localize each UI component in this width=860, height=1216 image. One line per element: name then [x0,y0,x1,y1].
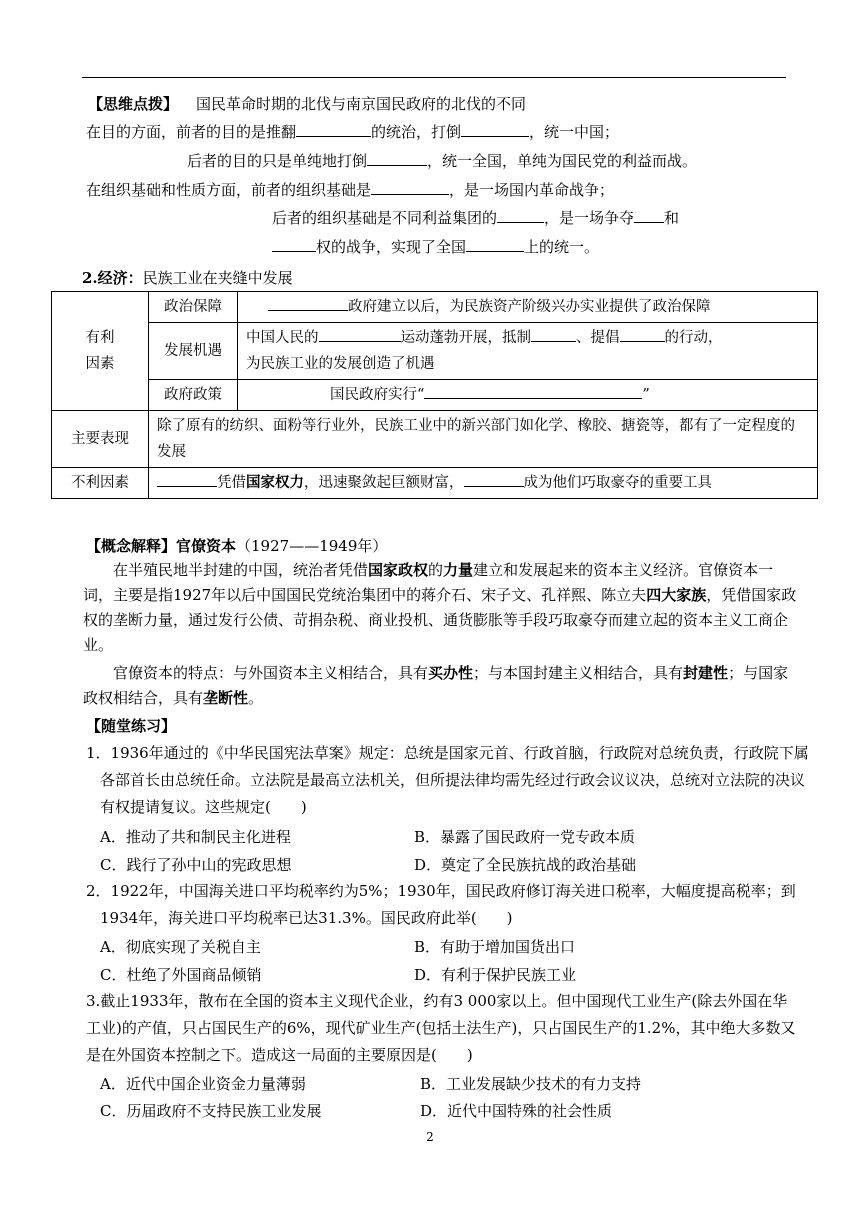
option-a[interactable]: A．推动了共和制民主化进程 [100,828,291,846]
concept-paragraph-1: 在半殖民地半封建的中国，统治者凭借国家政权的力量建立和发展起来的资本主义经济。官僚资本一词，主要是指1927年以后中国国民党统治集团中的蒋介石、宋子文、孔祥熙、陈立夫四大家族，凭借国家政权的垄断力量，通过发行公债、苛捐杂税、商业投机、通货膨胀等手段巧取豪夺而建立起的资本主义工商企业。 [83,561,797,654]
row-head: 发展机遇 [149,323,238,380]
option-b[interactable]: B．暴露了国民政府一党专政本质 [414,828,636,846]
table-row [52,411,818,468]
question-3: 3.截止1933年，散布在全国的资本主义现代企业，约有3 000家以上。但中国现代工业生产(除去外国在华工业)的产值，只占国民生产的6%，现代矿业生产(包括土法生产)，只占国民生产的1.2%，其中绝大多数又是在外国资本控制之下。造成这一局面的主要原因是( ) [86,992,796,1064]
row-text: 除了原有的纺织、面粉等行业外，民族工业中的新兴部门如化学、橡胶、搪瓷等，都有了一定程度的发展 [149,411,818,468]
tip-heading: 国民革命时期的北伐与南京国民政府的北伐的不同 [196,95,527,113]
blank[interactable] [466,237,524,252]
option-d[interactable]: D．奠定了全民族抗战的政治基础 [414,856,637,874]
option-a[interactable]: A．近代中国企业资金力量薄弱 [100,1075,306,1093]
practice-heading: 【随堂练习】 [86,717,177,735]
row-head: 不利因素 [52,468,149,499]
economy-heading: 2.经济：民族工业在夹缝中发展 [82,269,293,287]
question-2: 2．1922年，中国海关进口平均税率约为5%；1930年，国民政府修订海关进口税率，大幅度提高税率；到1934年，海关进口平均税率已达31.3%。国民政府此举( ) [86,882,796,927]
tip-line-4: 后者的组织基础是不同利益集团的 ，是一场争夺 和 [272,209,680,227]
option-c[interactable]: C．杜绝了外国商品倾销 [100,966,262,984]
page-number: 2 [426,1130,434,1144]
table-row [52,292,818,323]
row-head: 主要表现 [52,411,149,468]
blank[interactable] [464,472,524,487]
blank[interactable] [319,327,401,342]
row-head: 政治保障 [149,292,238,323]
tip-line-2: 后者的目的只是单纯地打倒 ，统一全国，单纯为国民党的利益而战。 [187,152,698,170]
option-c[interactable]: C．历届政府不支持民族工业发展 [100,1102,322,1120]
blank[interactable] [268,296,348,311]
option-c[interactable]: C．践行了孙中山的宪政思想 [100,856,292,874]
blank[interactable] [367,151,427,166]
economy-table [51,291,818,499]
tip-line-5: 权的战争，实现了全国 上的统一。 [272,237,599,257]
option-d[interactable]: D．近代中国特殊的社会性质 [420,1102,613,1120]
tip-line-3: 在组织基础和性质方面，前者的组织基础是 ，是一场国内革命战争； [86,181,615,199]
blank[interactable] [157,472,217,487]
row-text: 中国人民的 运动蓬勃开展，抵制 、提倡 的行动， 为民族工业的发展创造了机遇 [238,323,818,380]
tip-line-1: 在目的方面，前者的目的是推翻 的统治，打倒 ，统一中国； [86,123,620,141]
header-rule [82,77,786,78]
table-row [52,323,818,380]
concept-paragraph-2: 官僚资本的特点：与外国资本主义相结合，具有买办性；与本国封建主义相结合，具有封建性；与国家政权相结合，具有垄断性。 [83,664,789,707]
tip-tag: 【思维点拨】 [88,95,179,113]
blank[interactable] [272,237,316,252]
row-text: 凭借国家权力，迅速聚敛起巨额财富， 成为他们巧取豪夺的重要工具 [149,468,818,499]
option-b[interactable]: B．有助于增加国货出口 [414,938,576,956]
blank[interactable] [424,384,642,399]
blank[interactable] [296,122,371,137]
question-1: 1．1936年通过的《中华民国宪法草案》规定：总统是国家元首、行政首脑，行政院对总统负责，行政院下属各部首长由总统任命。立法院是最高立法机关，但所提法律均需先经过行政会议议决，总统对立法院的决议有权提请复议。这些规定( ) [86,744,809,816]
option-d[interactable]: D．有利于保护民族工业 [414,966,577,984]
tip-heading-line [88,94,526,114]
blank[interactable] [634,208,664,223]
row-text: 国民政府实行“ ” [238,380,818,411]
blank[interactable] [620,327,665,342]
table-row [52,468,818,499]
table-row [52,380,818,411]
favorable-head: 有利 因素 [52,292,149,411]
blank[interactable] [531,327,576,342]
row-text: 政府建立以后，为民族资产阶级兴办实业提供了政治保障 [238,292,818,323]
blank[interactable] [371,180,449,195]
concept-heading: 【概念解释】官僚资本（1927——1949年） [86,537,388,555]
blank[interactable] [497,208,544,223]
option-b[interactable]: B．工业发展缺少技术的有力支持 [420,1075,642,1093]
row-head: 政府政策 [149,380,238,411]
option-a[interactable]: A．彻底实现了关税自主 [100,938,261,956]
blank[interactable] [461,122,529,137]
